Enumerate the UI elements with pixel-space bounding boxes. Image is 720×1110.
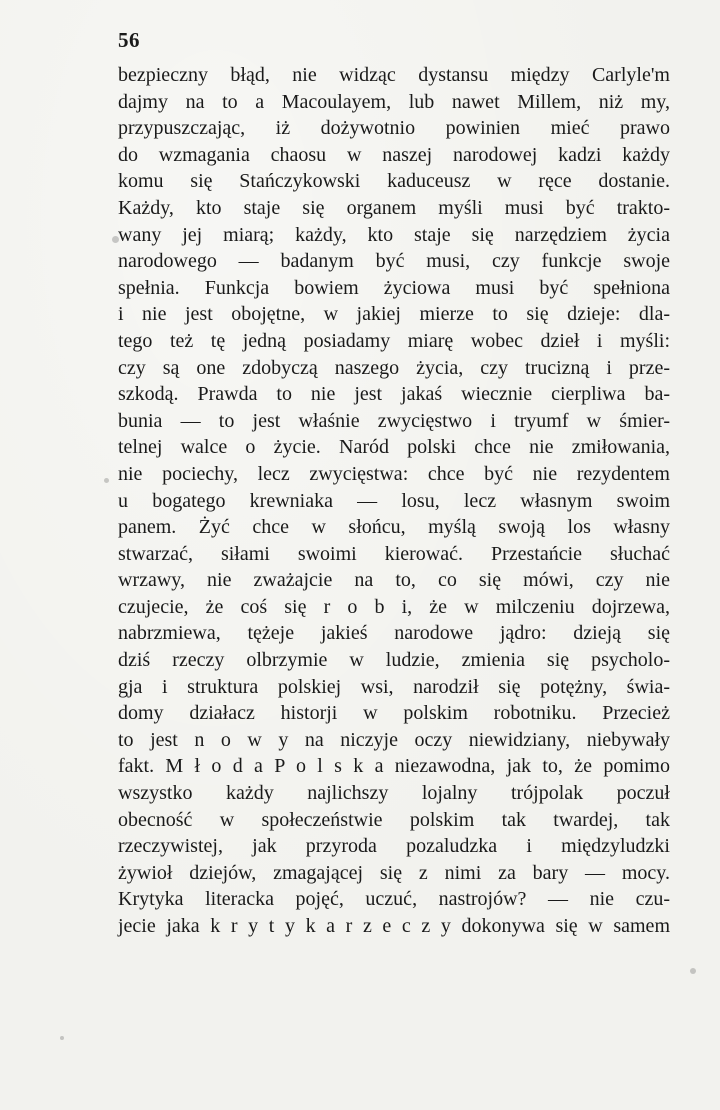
text-line: wany jej miarą; każdy, kto staje się narzędziem życia — [118, 223, 670, 246]
text-line: Każdy, kto staje się organem myśli musi być trakto- — [118, 196, 670, 219]
body-text — [118, 62, 670, 940]
text-line: panem. Żyć chce w słońcu, myślą swoją los własny — [118, 516, 670, 539]
text-line: nabrzmiewa, tężeje jakieś narodowe jądro: dzieją się — [118, 622, 670, 645]
paper-speck — [60, 1036, 64, 1040]
text-line: czy są one zdobyczą naszego życia, czy trucizną i prze- — [118, 356, 670, 379]
text-line: wszystko każdy najlichszy lojalny trójpolak poczuł — [118, 782, 670, 805]
text-line: i nie jest obojętne, w jakiej mierze to się dzieje: dla- — [118, 303, 670, 326]
text-line: tego też tę jedną posiadamy miarę wobec dzieł i myśli: — [118, 329, 670, 352]
text-line: telnej walce o życie. Naród polski chce nie zmiłowania, — [118, 436, 670, 459]
text-line: Krytyka literacka pojęć, uczuć, nastrojów? — nie czu- — [118, 888, 670, 911]
text-line: gja i struktura polskiej wsi, narodził się potężny, świa- — [118, 675, 670, 698]
text-line: wrzawy, nie zważajcie na to, co się mówi, czy nie — [118, 569, 670, 592]
text-line: czujecie, że coś się r o b i, że w milczeniu dojrzewa, — [118, 595, 670, 618]
text-line: bunia — to jest właśnie zwycięstwo i tryumf w śmier- — [118, 409, 670, 432]
text-line: dziś rzeczy olbrzymie w ludzie, zmienia się psycholo- — [118, 649, 670, 672]
text-line: spełnia. Funkcja bowiem życiowa musi być spełniona — [118, 276, 670, 299]
text-line: u bogatego krewniaka — losu, lecz własnym swoim — [118, 489, 670, 512]
text-line: dajmy na to a Macoulayem, lub nawet Millem, niż my, — [118, 90, 670, 113]
text-line: bezpieczny błąd, nie widząc dystansu między Carlyle'm — [118, 64, 670, 86]
text-line: jecie jaka k r y t y k a r z e c z y dokonywa się w samem — [118, 915, 670, 937]
text-line: komu się Stańczykowski kaduceusz w ręce dostanie. — [118, 170, 670, 193]
text-line: szkodą. Prawda to nie jest jakaś wiecznie cierpliwa ba- — [118, 383, 670, 406]
text-line: przypuszczając, iż dożywotnio powinien mieć prawo — [118, 117, 670, 140]
text-line: domy działacz historji w polskim robotniku. Przecież — [118, 702, 670, 725]
text-line: narodowego — badanym być musi, czy funkcje swoje — [118, 250, 670, 273]
text-line: fakt. M ł o d a P o l s k a niezawodna, jak to, że pomimo — [118, 755, 670, 778]
text-line: rzeczywistej, jak przyroda pozaludzka i międzyludzki — [118, 835, 670, 858]
text-line: żywioł dziejów, zmagającej się z nimi za bary — mocy. — [118, 861, 670, 884]
paper-speck — [690, 968, 696, 974]
text-line: to jest n o w y na niczyje oczy niewidziany, niebywały — [118, 728, 670, 751]
text-line: do wzmagania chaosu w naszej narodowej kadzi każdy — [118, 143, 670, 166]
text-line: nie pociechy, lecz zwycięstwa: chce być nie rezydentem — [118, 462, 670, 485]
text-line: stwarzać, siłami swoimi kierować. Przestańcie słuchać — [118, 542, 670, 565]
text-line: obecność w społeczeństwie polskim tak twardej, tak — [118, 808, 670, 831]
paper-speck — [104, 478, 109, 483]
paper-speck — [112, 236, 119, 243]
page-number: 56 — [118, 28, 140, 52]
